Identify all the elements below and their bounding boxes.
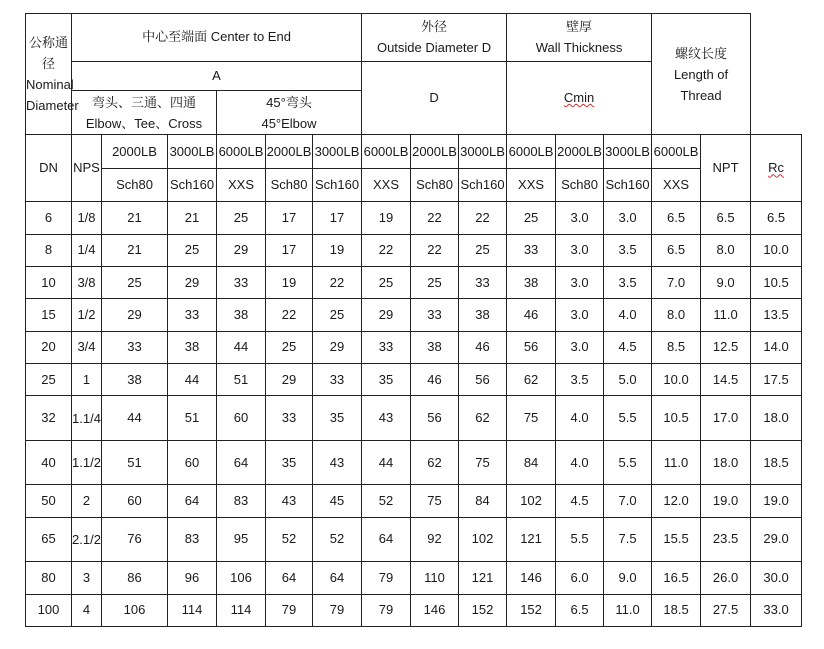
table-cell: 17.5	[751, 363, 802, 395]
d-label: D	[362, 61, 507, 135]
table-cell: 35	[266, 440, 313, 485]
table-cell: 76	[102, 517, 168, 562]
table-cell: 75	[459, 440, 507, 485]
table-cell: 6.0	[556, 562, 604, 594]
class-cell: 2000LB	[411, 135, 459, 168]
table-cell: 3.5	[556, 363, 604, 395]
table-cell: 11.0	[701, 299, 751, 331]
table-cell: 38	[102, 363, 168, 395]
table-cell: 62	[459, 396, 507, 441]
table-cell: 8	[26, 234, 72, 266]
table-cell: 40	[26, 440, 72, 485]
table-row	[26, 594, 802, 626]
table-cell: 29	[102, 299, 168, 331]
schedule-cell: XXS	[362, 168, 411, 201]
table-cell: 6.5	[652, 234, 701, 266]
table-cell: 3/4	[72, 331, 102, 363]
table-cell: 29	[217, 234, 266, 266]
nominal-diameter-header: 公称通径 Nominal Diameter	[26, 14, 72, 135]
table-cell: 86	[102, 562, 168, 594]
a-label: A	[72, 61, 362, 90]
schedule-cell: Sch160	[459, 168, 507, 201]
table-cell: 64	[362, 517, 411, 562]
table-cell: 5.5	[556, 517, 604, 562]
table-cell: 6.5	[556, 594, 604, 626]
table-cell: 64	[217, 440, 266, 485]
table-cell: 1/8	[72, 202, 102, 234]
class-cell: 2000LB	[266, 135, 313, 168]
table-row	[26, 517, 802, 562]
table-cell: 52	[313, 517, 362, 562]
table-cell: 102	[507, 485, 556, 517]
table-cell: 121	[507, 517, 556, 562]
table-cell: 110	[411, 562, 459, 594]
table-cell: 46	[459, 331, 507, 363]
table-cell: 33	[266, 396, 313, 441]
table-cell: 3.0	[556, 299, 604, 331]
table-cell: 21	[168, 202, 217, 234]
table-cell: 32	[26, 396, 72, 441]
table-cell: 35	[313, 396, 362, 441]
outside-diameter-header: 外径 Outside Diameter D	[362, 14, 507, 62]
table-cell: 25	[217, 202, 266, 234]
table-cell: 62	[507, 363, 556, 395]
table-cell: 1.1/4	[72, 396, 102, 441]
table-cell: 152	[459, 594, 507, 626]
table-cell: 38	[507, 266, 556, 298]
table-cell: 52	[266, 517, 313, 562]
table-cell: 7.0	[604, 485, 652, 517]
table-cell: 33	[411, 299, 459, 331]
table-cell: 19.0	[701, 485, 751, 517]
table-row	[26, 485, 802, 517]
table-cell: 43	[362, 396, 411, 441]
table-cell: 22	[411, 202, 459, 234]
table-cell: 64	[313, 562, 362, 594]
table-cell: 20	[26, 331, 72, 363]
table-body	[26, 202, 802, 627]
table-cell: 30.0	[751, 562, 802, 594]
table-cell: 6.5	[751, 202, 802, 234]
table-cell: 7.0	[652, 266, 701, 298]
table-cell: 4	[72, 594, 102, 626]
table-cell: 27.5	[701, 594, 751, 626]
table-row	[26, 440, 802, 485]
table-cell: 8.5	[652, 331, 701, 363]
table-cell: 26.0	[701, 562, 751, 594]
table-cell: 18.5	[652, 594, 701, 626]
table-cell: 43	[266, 485, 313, 517]
table-cell: 121	[459, 562, 507, 594]
table-cell: 106	[102, 594, 168, 626]
table-cell: 64	[266, 562, 313, 594]
npt-header: NPT	[701, 135, 751, 202]
dn-header: DN	[26, 135, 72, 202]
schedule-cell: Sch80	[556, 168, 604, 201]
table-cell: 4.0	[556, 440, 604, 485]
table-row	[26, 266, 802, 298]
class-cell: 3000LB	[313, 135, 362, 168]
table-cell: 92	[411, 517, 459, 562]
table-cell: 3.0	[556, 331, 604, 363]
class-cell: 3000LB	[168, 135, 217, 168]
table-cell: 6.5	[652, 202, 701, 234]
table-cell: 11.0	[652, 440, 701, 485]
schedule-cell: Sch80	[411, 168, 459, 201]
table-cell: 4.5	[604, 331, 652, 363]
elbow-tee-cross-header: 弯头、三通、四通 Elbow、Tee、Cross	[72, 90, 217, 135]
table-row	[26, 363, 802, 395]
table-cell: 25	[362, 266, 411, 298]
table-cell: 75	[507, 396, 556, 441]
table-row	[26, 396, 802, 441]
rc-header: Rc	[751, 135, 802, 202]
table-cell: 9.0	[701, 266, 751, 298]
table-cell: 17.0	[701, 396, 751, 441]
table-cell: 9.0	[604, 562, 652, 594]
table-cell: 44	[168, 363, 217, 395]
table-cell: 25	[102, 266, 168, 298]
table-cell: 79	[362, 594, 411, 626]
table-cell: 33	[102, 331, 168, 363]
table-cell: 25	[411, 266, 459, 298]
table-cell: 60	[168, 440, 217, 485]
table-cell: 29	[266, 363, 313, 395]
fitting-dimensions-table	[25, 13, 802, 627]
table-cell: 10	[26, 266, 72, 298]
table-cell: 44	[362, 440, 411, 485]
table-cell: 56	[507, 331, 556, 363]
table-cell: 18.0	[751, 396, 802, 441]
table-cell: 4.5	[556, 485, 604, 517]
table-cell: 84	[459, 485, 507, 517]
table-cell: 114	[168, 594, 217, 626]
table-cell: 3	[72, 562, 102, 594]
table-cell: 64	[168, 485, 217, 517]
table-cell: 10.0	[652, 363, 701, 395]
table-cell: 33	[217, 266, 266, 298]
table-cell: 3.5	[604, 234, 652, 266]
table-cell: 13.5	[751, 299, 802, 331]
table-cell: 14.5	[701, 363, 751, 395]
class-cell: 6000LB	[217, 135, 266, 168]
table-cell: 25	[313, 299, 362, 331]
table-cell: 83	[217, 485, 266, 517]
table-cell: 8.0	[701, 234, 751, 266]
table-cell: 38	[411, 331, 459, 363]
table-cell: 95	[217, 517, 266, 562]
table-cell: 83	[168, 517, 217, 562]
table-cell: 33	[507, 234, 556, 266]
table-cell: 50	[26, 485, 72, 517]
nps-header: NPS	[72, 135, 102, 202]
table-cell: 146	[507, 562, 556, 594]
table-cell: 79	[313, 594, 362, 626]
table-cell: 4.0	[556, 396, 604, 441]
center-to-end-header: 中心至端面 Center to End	[72, 14, 362, 62]
table-cell: 65	[26, 517, 72, 562]
table-cell: 1	[72, 363, 102, 395]
cmin-label: Cmin	[507, 61, 652, 135]
table-cell: 35	[362, 363, 411, 395]
table-cell: 22	[411, 234, 459, 266]
table-cell: 33	[168, 299, 217, 331]
table-cell: 23.5	[701, 517, 751, 562]
schedule-cell: Sch80	[102, 168, 168, 201]
table-cell: 33	[459, 266, 507, 298]
table-cell: 22	[362, 234, 411, 266]
table-cell: 80	[26, 562, 72, 594]
table-cell: 56	[411, 396, 459, 441]
table-cell: 16.5	[652, 562, 701, 594]
table-cell: 3.0	[556, 202, 604, 234]
table-cell: 10.5	[751, 266, 802, 298]
table-cell: 19.0	[751, 485, 802, 517]
elbow-45-header: 45°弯头 45°Elbow	[217, 90, 362, 135]
table-cell: 6.5	[701, 202, 751, 234]
table-cell: 60	[102, 485, 168, 517]
schedule-cell: Sch160	[168, 168, 217, 201]
table-cell: 43	[313, 440, 362, 485]
table-cell: 146	[411, 594, 459, 626]
table-cell: 1/4	[72, 234, 102, 266]
wall-thickness-header: 壁厚 Wall Thickness	[507, 14, 652, 62]
table-cell: 17	[266, 202, 313, 234]
table-cell: 29	[362, 299, 411, 331]
table-cell: 46	[411, 363, 459, 395]
table-cell: 100	[26, 594, 72, 626]
table-cell: 1.1/2	[72, 440, 102, 485]
table-cell: 3.0	[556, 266, 604, 298]
table-cell: 106	[217, 562, 266, 594]
table-cell: 17	[313, 202, 362, 234]
table-row	[26, 234, 802, 266]
table-cell: 46	[507, 299, 556, 331]
class-cell: 3000LB	[604, 135, 652, 168]
table-cell: 3/8	[72, 266, 102, 298]
table-cell: 5.0	[604, 363, 652, 395]
table-cell: 96	[168, 562, 217, 594]
table-cell: 38	[217, 299, 266, 331]
table-cell: 1/2	[72, 299, 102, 331]
table-cell: 44	[102, 396, 168, 441]
class-cell: 2000LB	[556, 135, 604, 168]
table-cell: 25	[459, 234, 507, 266]
table-cell: 56	[459, 363, 507, 395]
table-cell: 3.0	[556, 234, 604, 266]
class-cell: 6000LB	[652, 135, 701, 168]
table-cell: 2	[72, 485, 102, 517]
table-cell: 4.0	[604, 299, 652, 331]
table-cell: 19	[266, 266, 313, 298]
class-cell: 3000LB	[459, 135, 507, 168]
table-cell: 51	[102, 440, 168, 485]
table-cell: 79	[266, 594, 313, 626]
table-cell: 114	[217, 594, 266, 626]
table-cell: 52	[362, 485, 411, 517]
table-row	[26, 562, 802, 594]
schedule-cell: Sch80	[266, 168, 313, 201]
table-cell: 29	[313, 331, 362, 363]
table-cell: 18.5	[751, 440, 802, 485]
table-cell: 25	[26, 363, 72, 395]
class-cell: 2000LB	[102, 135, 168, 168]
table-cell: 14.0	[751, 331, 802, 363]
table-cell: 11.0	[604, 594, 652, 626]
table-cell: 152	[507, 594, 556, 626]
table-cell: 10.0	[751, 234, 802, 266]
table-cell: 102	[459, 517, 507, 562]
table-cell: 2.1/2	[72, 517, 102, 562]
table-cell: 5.5	[604, 440, 652, 485]
table-cell: 19	[313, 234, 362, 266]
table-row	[26, 299, 802, 331]
table-cell: 75	[411, 485, 459, 517]
table-cell: 21	[102, 234, 168, 266]
table-cell: 12.5	[701, 331, 751, 363]
class-cell: 6000LB	[507, 135, 556, 168]
table-cell: 3.0	[604, 202, 652, 234]
table-cell: 7.5	[604, 517, 652, 562]
table-cell: 25	[507, 202, 556, 234]
schedule-cell: Sch160	[604, 168, 652, 201]
thread-length-header: 螺纹长度 Length of Thread	[652, 14, 751, 135]
table-cell: 38	[459, 299, 507, 331]
table-cell: 29	[168, 266, 217, 298]
table-cell: 17	[266, 234, 313, 266]
table-cell: 44	[217, 331, 266, 363]
table-cell: 12.0	[652, 485, 701, 517]
table-cell: 51	[217, 363, 266, 395]
table-cell: 8.0	[652, 299, 701, 331]
schedule-cell: XXS	[652, 168, 701, 201]
table-cell: 51	[168, 396, 217, 441]
table-cell: 6	[26, 202, 72, 234]
table-cell: 3.5	[604, 266, 652, 298]
table-cell: 25	[168, 234, 217, 266]
table-cell: 38	[168, 331, 217, 363]
class-cell: 6000LB	[362, 135, 411, 168]
table-cell: 25	[266, 331, 313, 363]
table-cell: 22	[459, 202, 507, 234]
table-cell: 33.0	[751, 594, 802, 626]
table-row	[26, 331, 802, 363]
table-cell: 19	[362, 202, 411, 234]
table-cell: 22	[313, 266, 362, 298]
schedule-cell: XXS	[507, 168, 556, 201]
table-cell: 15.5	[652, 517, 701, 562]
schedule-cell: XXS	[217, 168, 266, 201]
table-cell: 22	[266, 299, 313, 331]
table-cell: 84	[507, 440, 556, 485]
schedule-cell: Sch160	[313, 168, 362, 201]
table-cell: 10.5	[652, 396, 701, 441]
table-cell: 79	[362, 562, 411, 594]
table-cell: 15	[26, 299, 72, 331]
table-cell: 18.0	[701, 440, 751, 485]
table-cell: 62	[411, 440, 459, 485]
table-row	[26, 202, 802, 234]
table-cell: 33	[313, 363, 362, 395]
table-cell: 29.0	[751, 517, 802, 562]
table-cell: 33	[362, 331, 411, 363]
table-cell: 45	[313, 485, 362, 517]
table-cell: 21	[102, 202, 168, 234]
table-cell: 60	[217, 396, 266, 441]
table-cell: 5.5	[604, 396, 652, 441]
